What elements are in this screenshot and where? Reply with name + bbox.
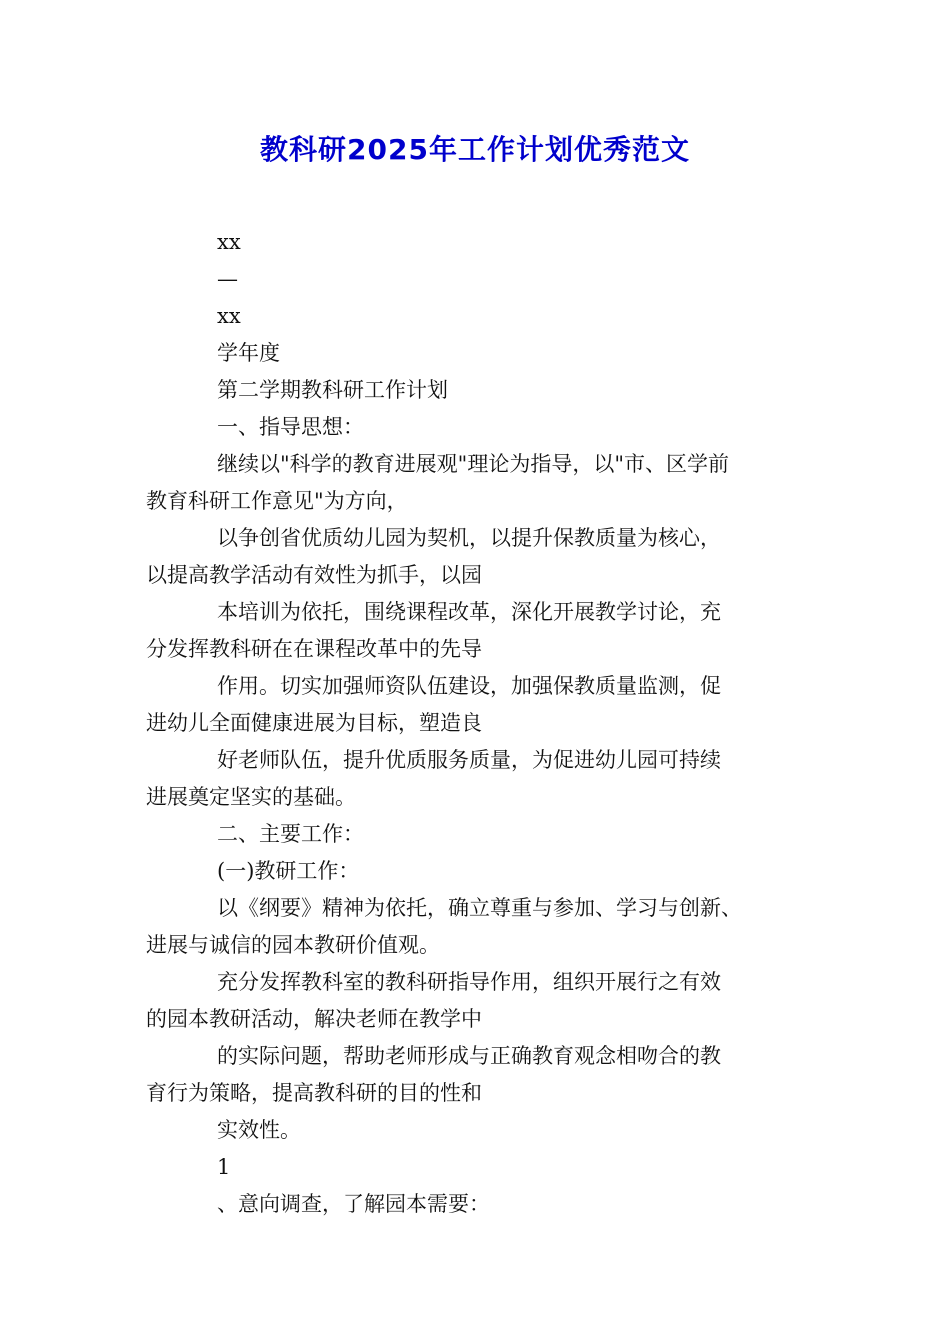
document-title: 教科研2025年工作计划优秀范文 — [260, 133, 690, 166]
text-line: 进展奠定坚实的基础。 — [146, 785, 356, 809]
text-line: 、意向调查，了解园本需要： — [217, 1192, 490, 1216]
text-line: 充分发挥教科室的教科研指导作用，组织开展行之有效 — [217, 970, 721, 994]
text-line: 第二学期教科研工作计划 — [217, 378, 448, 402]
text-line: — — [217, 267, 238, 291]
text-line: 以《纲要》精神为依托，确立尊重与参加、学习与创新、 — [217, 896, 742, 920]
text-line: 学年度 — [217, 341, 280, 365]
text-line: 的园本教研活动，解决老师在教学中 — [146, 1007, 482, 1031]
text-line: 进展与诚信的园本教研价值观。 — [146, 933, 440, 957]
text-line: 作用。切实加强师资队伍建设，加强保教质量监测，促 — [217, 674, 721, 698]
text-line: 实效性。 — [217, 1118, 301, 1142]
text-line: 教育科研工作意见"为方向， — [146, 489, 408, 513]
text-line: 育行为策略，提高教科研的目的性和 — [146, 1081, 482, 1105]
text-line: 分发挥教科研在在课程改革中的先导 — [146, 637, 482, 661]
text-line: xx — [217, 304, 241, 328]
section-heading: 一、指导思想： — [217, 415, 364, 439]
text-line: 进幼儿全面健康进展为目标，塑造良 — [146, 711, 482, 735]
list-number: 1 — [217, 1155, 231, 1179]
text-line: xx — [217, 230, 241, 254]
text-line: 本培训为依托，围绕课程改革，深化开展教学讨论，充 — [217, 600, 721, 624]
text-line: 继续以"科学的教育进展观"理论为指导，以"市、区学前 — [217, 452, 729, 476]
section-heading: 二、主要工作： — [217, 822, 364, 846]
document-body — [146, 224, 810, 1223]
text-line: 的实际问题，帮助老师形成与正确教育观念相吻合的教 — [217, 1044, 721, 1068]
text-line: 好老师队伍，提升优质服务质量，为促进幼儿园可持续 — [217, 748, 721, 772]
text-line: 以争创省优质幼儿园为契机，以提升保教质量为核心， — [217, 526, 721, 550]
subsection-heading: (一)教研工作： — [217, 859, 360, 883]
text-line: 以提高教学活动有效性为抓手，以园 — [146, 563, 482, 587]
